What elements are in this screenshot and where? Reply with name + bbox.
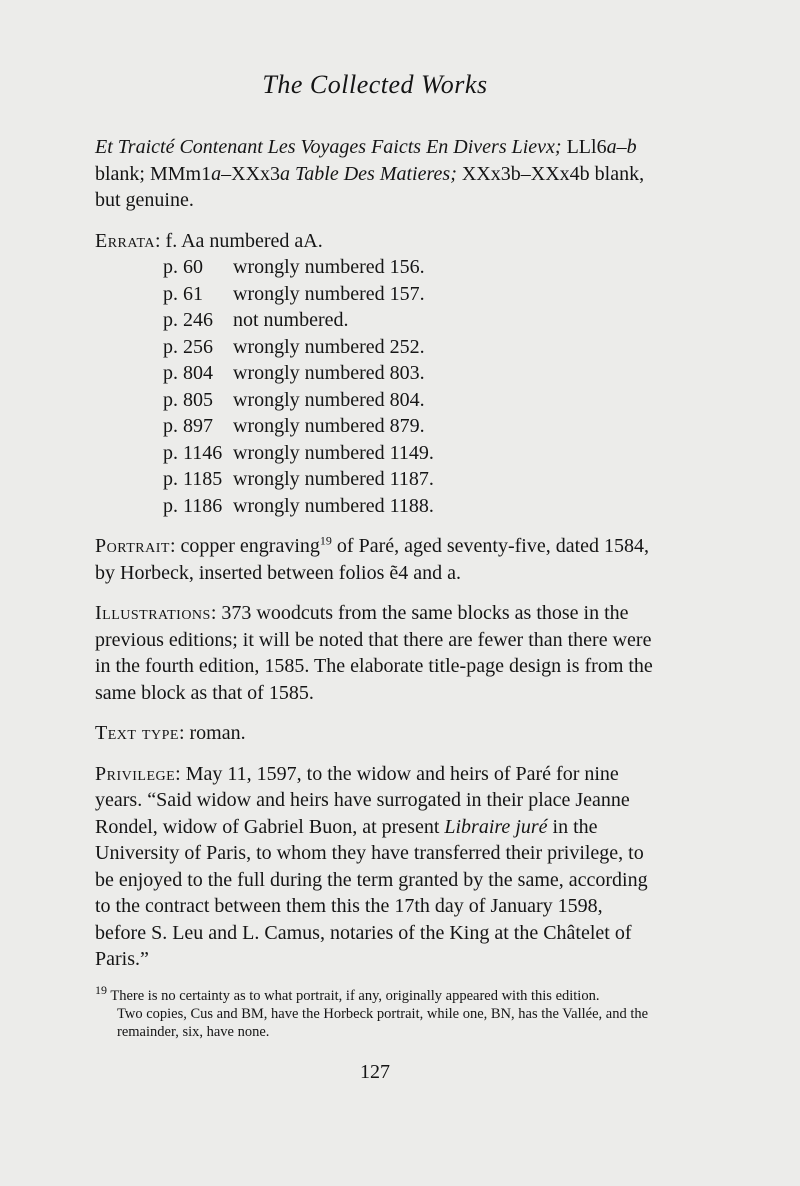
errata-item [163,413,655,440]
errata-page: p. 246 [163,309,213,331]
privilege-paragraph [95,761,655,973]
text-type-paragraph [95,720,655,747]
errata-text: wrongly numbered 803. [233,362,425,384]
privilege-text-italic: Libraire juré [444,815,548,838]
footnote-line-2: Two copies, Cus and BM, have the Horbeck portrait, while one, BN, has the Vallée, and the remainder, six, have none. [117,1005,649,1040]
illustrations-label: Illustrations [95,602,211,624]
errata-page: p. 1146 [163,441,223,464]
footnote-line-1: There is no certainty as to what portrait, if any, originally appeared with this edition. [107,987,600,1004]
contents-paragraph [95,134,655,214]
errata-page: p. 256 [163,335,213,358]
portrait-text-1: : copper engraving [169,535,320,557]
errata-page: p. 897 [163,415,213,437]
errata-text: wrongly numbered 1149. [233,441,434,464]
errata-item [163,281,655,308]
errata-text: wrongly numbered 1187. [233,468,434,490]
portrait-label: Portrait [95,535,170,557]
errata-text: wrongly numbered 879. [233,415,425,437]
errata-item [163,387,655,414]
footnote-first-line [95,982,600,1004]
errata-text: wrongly numbered 156. [233,256,425,278]
text-type-label: Text type [95,722,179,744]
errata-item [163,466,655,493]
page-body [95,70,655,1084]
running-head: The Collected Works [262,70,488,99]
portrait-text-2: of Paré, aged seventy-five, dated 1584, by Horbeck, inserted between folios ẽ4 and a. [95,535,650,584]
errata-page: p. 1185 [163,468,223,490]
contents-sig-3: –XXx3 [221,162,281,185]
illustrations-text: : 373 woodcuts from the same blocks as those in the previous editions; it will be noted that there are fewer than there were in the fourth edition, 1585. The elaborate title-page design is from the same block as that of 1585. [95,602,653,704]
privilege-text-1: : May 11, 1597, to the widow and heirs of Paré for nine years. “Said widow and heirs have surrogated in their place Jeanne Rondel, widow of Gabriel Buon, at present [95,762,630,838]
errata-item [163,254,655,281]
contents-sig-2-a: a [211,162,222,185]
privilege-text-2: in the University of Paris, to whom they have transferred their privilege, to be enjoyed to the full during the term granted by the same, according to the contract between them this the 17th day of January 1598, before S. Leu and L. Camus, notaries of the King at the Châtelet of Paris.” [95,815,648,970]
errata-label: Errata [95,229,155,252]
contents-sig-1: LLl6 [561,136,607,158]
errata-page: p. 61 [163,282,203,305]
errata-page: p. 805 [163,388,213,411]
errata-item [163,360,655,387]
errata-text: wrongly numbered 804. [233,388,425,411]
footnote-ref: 19 [319,533,332,548]
text-type-text: : roman. [178,722,246,744]
errata-heading [95,228,655,255]
errata-list [163,254,655,519]
errata-item [163,493,655,520]
errata-text: wrongly numbered 252. [233,335,425,358]
contents-title-2: a Table Des Matieres; [280,162,457,185]
errata-page: p. 1186 [163,494,223,517]
errata-page: p. 804 [163,362,213,384]
errata-text: wrongly numbered 1188. [233,494,434,517]
errata-item [163,307,655,334]
errata-page: p. 60 [163,256,203,278]
contents-tail: XXx3b–XXx4b blank, but genuine. [95,162,645,211]
errata-item [163,440,655,467]
page-number: 127 [360,1060,390,1083]
privilege-label: Privilege [95,762,176,785]
contents-title-1: Et Traicté Contenant Les Voyages Faicts En Divers Lievx; [95,136,562,158]
footnote-number: 19 [95,982,107,997]
errata-text: not numbered. [233,309,349,331]
errata-first: : f. Aa numbered aA. [155,229,323,252]
illustrations-paragraph [95,600,655,706]
errata-item [163,334,655,361]
contents-sig-2: blank; MMm1 [95,162,212,185]
footnote [95,982,655,1041]
errata-text: wrongly numbered 157. [233,282,425,305]
contents-sig-1-range: a–b [606,136,637,158]
portrait-paragraph [95,533,655,586]
